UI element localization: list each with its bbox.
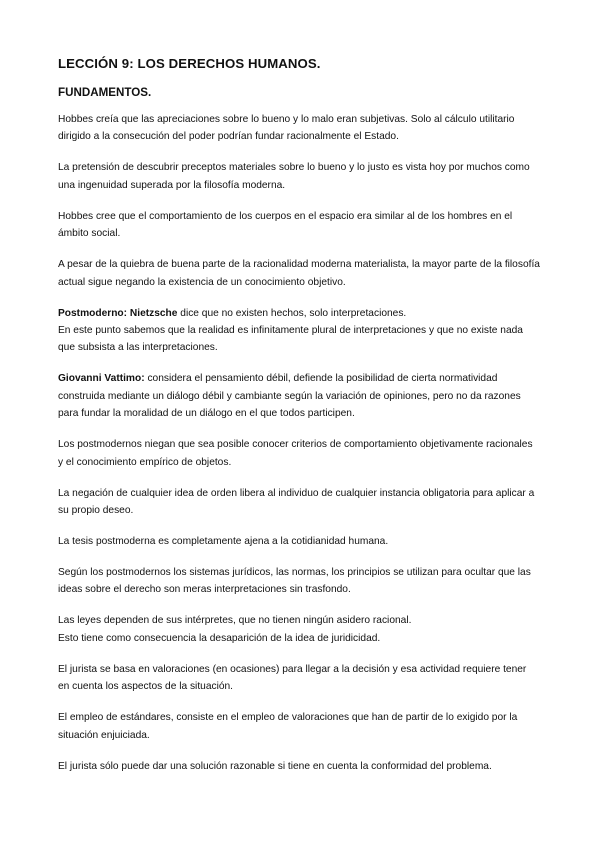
paragraph-text: Los postmodernos niegan que sea posible conocer criterios de comportamiento objetivamente racionales y el conocimiento empírico de objetos.: [58, 439, 533, 468]
paragraph-continuation: Esto tiene como consecuencia la desaparición de la idea de juridicidad.: [58, 632, 381, 644]
paragraph-text: considera el pensamiento débil, defiende la posibilidad de cierta normatividad construida mediante un diálogo débil y cambiante según la variación de opiniones, pero no da razones para fundar la moralidad de un diálogo en el que todos participen.: [58, 373, 521, 420]
paragraph-continuation: En este punto sabemos que la realidad es infinitamente plural de interpretaciones y que no existe nada que subsista a las interpretaciones.: [58, 325, 523, 354]
paragraph: [58, 709, 540, 744]
paragraph-text: dice que no existen hechos, solo interpretaciones.: [177, 307, 407, 319]
paragraph: [58, 758, 540, 775]
paragraph-text: Hobbes cree que el comportamiento de los cuerpos en el espacio era similar al de los hombres en el ámbito social.: [58, 210, 513, 240]
paragraph: [58, 661, 540, 696]
paragraph-bold-lead: Postmoderno: Nietzsche: [58, 307, 178, 319]
paragraph-bold-lead: Giovanni Vattimo:: [58, 373, 145, 385]
paragraph: [58, 256, 540, 291]
paragraph: [58, 564, 540, 599]
page-title: LECCIÓN 9: LOS DERECHOS HUMANOS.: [58, 56, 321, 71]
paragraph-text: A pesar de la quiebra de buena parte de la racionalidad moderna materialista, la mayor parte de la filosofía actual sigue negando la existencia de un conocimiento objetivo.: [58, 259, 540, 288]
paragraph: [58, 485, 540, 520]
paragraph-text: El empleo de estándares, consiste en el empleo de valoraciones que han de partir de lo exigido por la situación enjuiciada.: [58, 712, 518, 741]
paragraph-text: Hobbes creía que las apreciaciones sobre lo bueno y lo malo eran subjetivas. Solo al cálculo utilitario dirigido a la consecución del poder podrían fundar racionalmente el Estado.: [58, 114, 515, 143]
paragraph: [58, 533, 540, 550]
paragraph: [58, 436, 540, 471]
paragraph-text: El jurista sólo puede dar una solución razonable si tiene en cuenta la conformidad del problema.: [58, 760, 492, 772]
paragraph: [58, 159, 540, 194]
paragraph: [58, 370, 540, 422]
paragraph-text: Las leyes dependen de sus intérpretes, que no tienen ningún asidero racional.: [58, 615, 412, 627]
paragraph-text: Según los postmodernos los sistemas jurídicos, las normas, los principios se utilizan para ocultar que las ideas sobre el derecho son meras interpretaciones sin trasfondo.: [58, 567, 531, 596]
paragraph: [58, 208, 540, 243]
section-heading: FUNDAMENTOS.: [58, 86, 152, 99]
paragraph-text: El jurista se basa en valoraciones (en ocasiones) para llegar a la decisión y esa actividad requiere tener en cuenta los aspectos de la situación.: [58, 663, 527, 693]
paragraph: [58, 111, 540, 146]
paragraph-text: La negación de cualquier idea de orden libera al individuo de cualquier instancia obligatoria para aplicar a su propio deseo.: [58, 487, 535, 517]
paragraph: [58, 612, 540, 647]
paragraph-text: La pretensión de descubrir preceptos materiales sobre lo bueno y lo justo es vista hoy por muchos como una ingenuidad superada por la filosofía moderna.: [58, 162, 530, 191]
paragraph-text: La tesis postmoderna es completamente ajena a la cotidianidad humana.: [58, 536, 389, 548]
paragraph: [58, 305, 540, 357]
